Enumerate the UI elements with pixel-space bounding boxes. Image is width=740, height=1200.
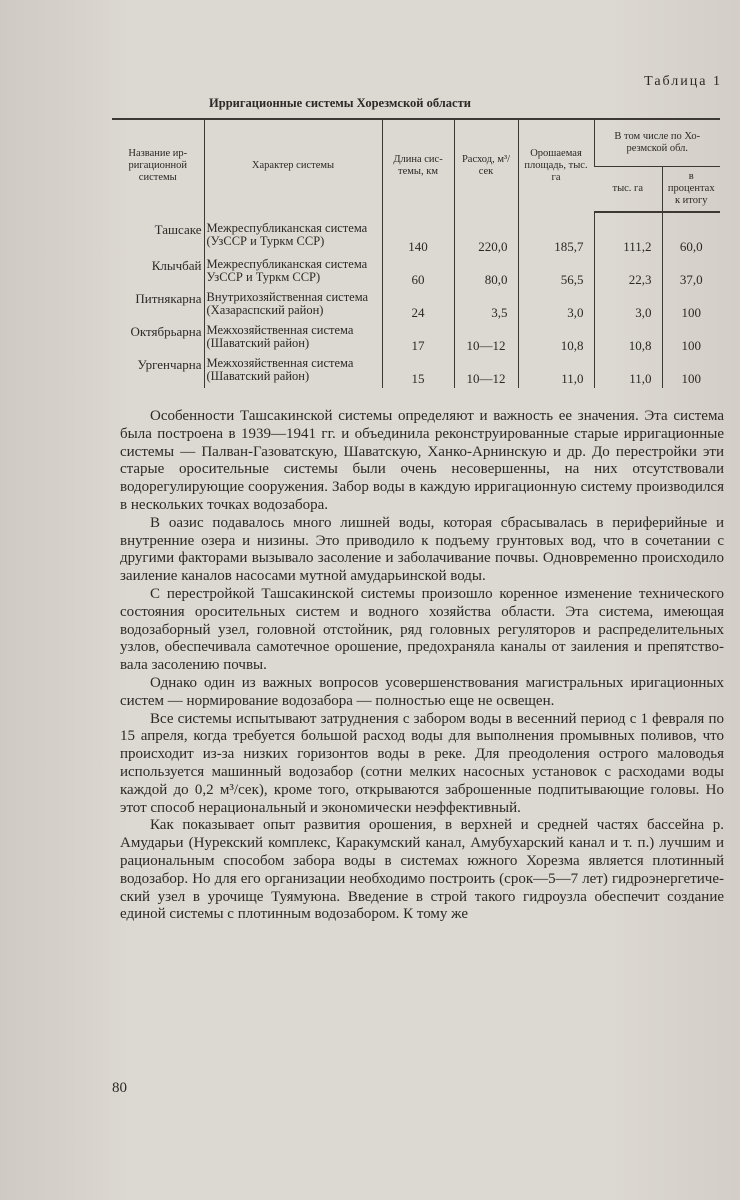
cell-area: 3,0 (518, 289, 594, 322)
paragraph: Особенности Ташсакинской системы определяют и важность ее значения. Эта система была построена в 1939—1941 гг. и объединила реконструированные старые ирригационные системы — Палван-Газоватскую, Шаватскую, Ханко-Арнинскую и др. До перестройки эти старые оросительные системы были очень несовершенны, на них отсутствовали водорегулирующие сооружения. Забор воды в каждую ирригационную систему производился в нескольких точках водозабора. (120, 408, 724, 513)
cell-name: Октябрьарна (130, 324, 202, 339)
cell-percent: 37,0 (662, 256, 720, 289)
cell-name: Клычбай (151, 258, 202, 273)
cell-length: 24 (382, 289, 454, 322)
cell-character: Межхозяйственная система (Шаватский район) (204, 355, 382, 388)
cell-name: Ургенчарна (137, 357, 202, 372)
cell-length: 15 (382, 355, 454, 388)
table-row (112, 256, 720, 289)
cell-flow: 3,5 (454, 289, 518, 322)
table-label: Таблица 1 (644, 74, 722, 89)
cell-name: Питнякарна (135, 291, 202, 306)
cell-area: 56,5 (518, 256, 594, 289)
cell-length: 140 (382, 212, 454, 256)
header-length: Длина системы, км (382, 119, 454, 212)
header-khorezm: В том числе по Хорезмской обл. (594, 119, 720, 167)
cell-thousand: 22,3 (594, 256, 662, 289)
cell-character: Межреспубликанская система УзССР и Туркм ССР) (204, 256, 382, 289)
cell-length: 17 (382, 322, 454, 355)
body-text (120, 408, 724, 924)
cell-percent: 100 (662, 322, 720, 355)
table-row (112, 212, 720, 256)
table-row (112, 289, 720, 322)
cell-length: 60 (382, 256, 454, 289)
header-character: Характер системы (204, 119, 382, 212)
cell-thousand: 10,8 (594, 322, 662, 355)
cell-area: 10,8 (518, 322, 594, 355)
cell-flow: 80,0 (454, 256, 518, 289)
header-percent: в процентах к итогу (662, 167, 720, 213)
header-area: Орошаемая площадь, тыс. га (518, 119, 594, 212)
cell-area: 11,0 (518, 355, 594, 388)
header-name: Название ирригационной системы (112, 119, 204, 212)
paragraph: В оазис подавалось много лишней воды, которая сбрасывалась в периферийные и внутренние озера и низины. Это приводило к подъему грунтовых вод, что в сочетании с другими факторами вызывало засоление и заболачивание почвы. Одновременно происходило заиление каналов насосами мутной амударьинской воды. (120, 514, 724, 585)
paragraph: Однако один из важных вопросов усовершенствования магистральных иригационных систем — нормирование водозабора — полностью еще не освещен. (120, 674, 724, 709)
page-number: 80 (112, 1080, 127, 1096)
paragraph: Все системы испытывают затруднения с забором воды в весенний период с 1 февраля по 15 апреля, когда требуется большой расход воды для выполнения промывных поливов, что происходит из-за низких горизонтов воды в реке. Для преодоления острого маловодья используется машинный водозабор (сотни мелких насосных установок с расходами воды каждой до 0,2 м³/сек), кроме того, открываются заброшенные подпитывающие головы. Но этот способ нерациональный и экономически неэффективный. (120, 710, 724, 816)
cell-percent: 100 (662, 289, 720, 322)
cell-area: 185,7 (518, 212, 594, 256)
header-flow: Расход, м³/сек (454, 119, 518, 212)
cell-thousand: 111,2 (594, 212, 662, 256)
paragraph: Как показывает опыт развития орошения, в верхней и средней частях бассейна р. Амударьи (Нурекский комплекс, Каракумский канал, Амубухарский канал и т. п.) лучшим и рациональным способом забора воды в системах южного Хорезма является плотинный водозабор. Но для его организации необходимо построить (срок—5—7 лет) гидроэнергетический узел в урочище Туямуюна. Введение в строй такого гидроузла обеспечит создание единой системы с плотинным водозабором. К тому же (120, 817, 724, 923)
table-title: Ирригационные системы Хорезмской области (209, 96, 471, 110)
cell-flow: 10—12 (454, 322, 518, 355)
cell-thousand: 3,0 (594, 289, 662, 322)
cell-character: Межхозяйственная система (Шаватский район) (204, 322, 382, 355)
table-row (112, 355, 720, 388)
cell-thousand: 11,0 (594, 355, 662, 388)
cell-character: Межреспубликанская система (УзССР и Туркм ССР) (204, 212, 382, 256)
irrigation-table (112, 118, 720, 388)
cell-character: Внутрихозяйственная система (Хазараспский район) (204, 289, 382, 322)
cell-name: Ташсаке (154, 222, 202, 237)
cell-flow: 220,0 (454, 212, 518, 256)
paragraph: С перестройкой Ташсакинской системы произошло коренное изменение технического состояния оросительных систем и водного хозяйства области. Эта система, имеющая водозаборный узел, головной отстойник, ряд головных регуляторов и распределительных узлов, обеспечивала самотечное орошение, предохраняла каналы от заиления и препятствовала засолению почвы. (120, 585, 724, 674)
cell-percent: 60,0 (662, 212, 720, 256)
cell-flow: 10—12 (454, 355, 518, 388)
header-thousand: тыс. га (594, 167, 662, 213)
cell-percent: 100 (662, 355, 720, 388)
table-row (112, 322, 720, 355)
